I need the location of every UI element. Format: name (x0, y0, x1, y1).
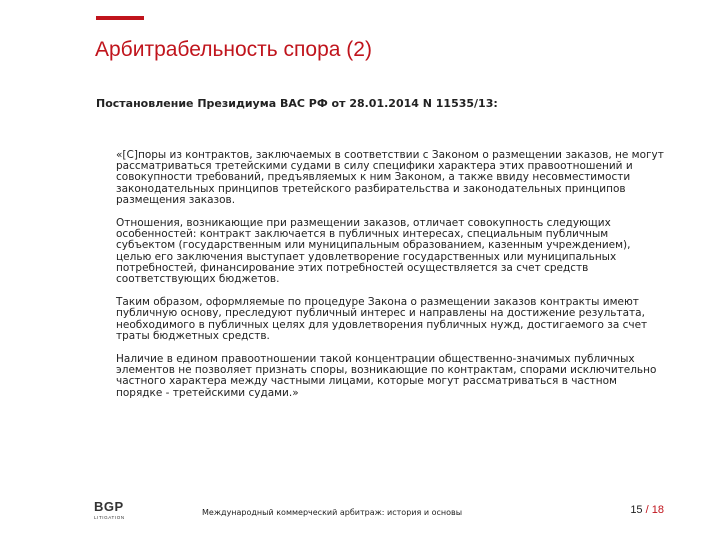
logo-tagline: LITIGATION (94, 515, 125, 520)
quote-paragraph-4: Наличие в едином правоотношении такой концентрации общественно-значимых публичных элементов не позволяет признать споры, возникающие по контрактам, спорами исключительно частного характера между частными лицами, которые могут рассматриваться в частном порядке - третейскими судами.» (116, 353, 657, 399)
page-separator: / (645, 504, 649, 516)
title-accent-bar (96, 16, 144, 20)
page-total: 18 (651, 504, 664, 516)
page-number (630, 504, 664, 516)
logo-mark: BGP (94, 499, 124, 514)
quote-body (116, 150, 664, 411)
quote-paragraph-1: «[С]поры из контрактов, заключаемых в соответствии с Законом о размещении заказов, не могут рассматриваться третейскими судами в силу специфики характера этих правоотношений и совокупности требований, предъявляемых к ним Законом, а также ввиду несовместимости законодательных принципов третейского разбирательства и законодательных принципов размещения заказов. (116, 149, 664, 206)
quote-paragraph-2: Отношения, возникающие при размещении заказов, отличает совокупность следующих особенностей: контракт заключается в публичных интересах, специальным публичным субъектом (государственным или муниципальным образованием, казенным учреждением), целью его заключения выступает удовлетворение государственных или муниципальных потребностей, финансирование этих потребностей осуществляется за счет средств соответствующих бюджетов. (116, 217, 631, 286)
bgp-logo (94, 500, 134, 521)
slide-subtitle: Постановление Президиума ВАС РФ от 28.01.2014 N 11535/13: (96, 97, 498, 110)
slide-title: Арбитрабельность спора (2) (95, 38, 372, 61)
page-current: 15 (630, 504, 643, 516)
footer-course-title: Международный коммерческий арбитраж: история и основы (202, 508, 463, 517)
quote-paragraph-3: Таким образом, оформляемые по процедуре Закона о размещении заказов контракты имеют публичную основу, преследуют публичный интерес и направлены на достижение результата, необходимого в публичных целях для удовлетворения публичных нужд, достигаемого за счет траты бюджетных средств. (116, 296, 648, 342)
